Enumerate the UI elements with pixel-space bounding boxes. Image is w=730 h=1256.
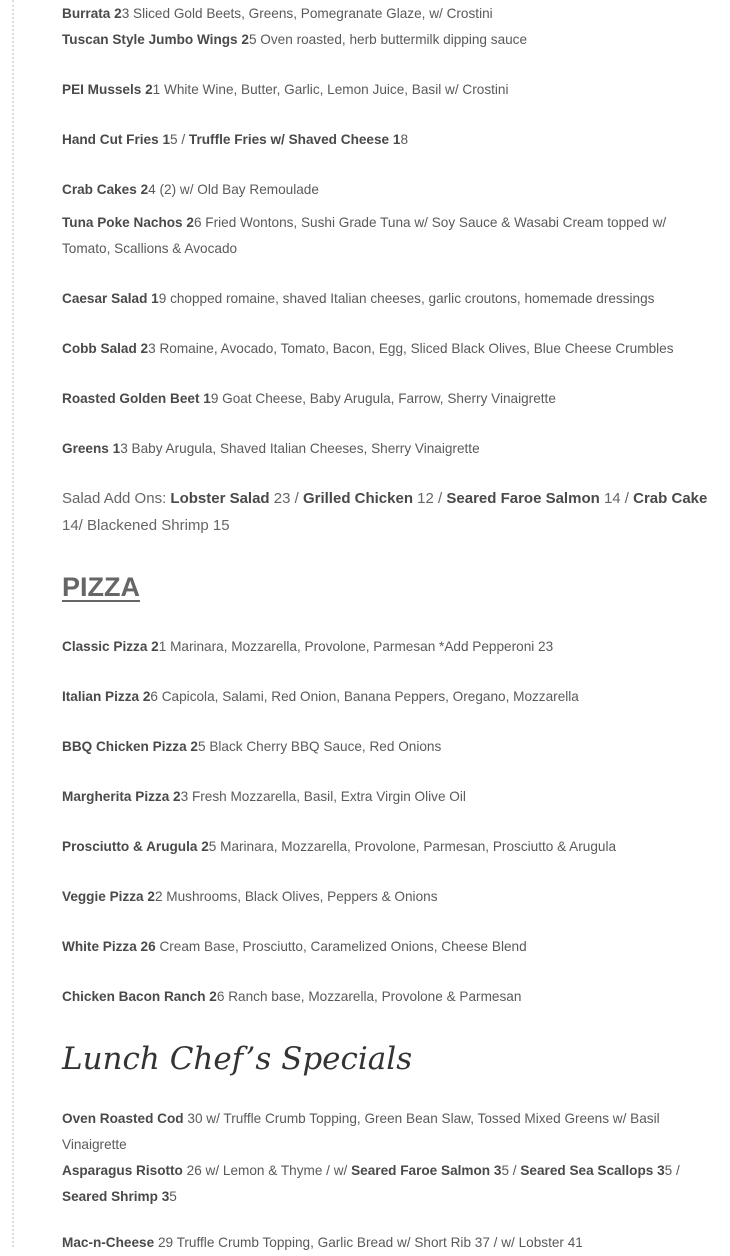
- add-on-lobster-price: 23 /: [269, 490, 303, 507]
- item-name: PEI Mussels 2: [62, 82, 153, 97]
- item-name: Tuscan Style Jumbo Wings 2: [62, 32, 249, 47]
- item-name: Crab Cakes 2: [62, 182, 149, 197]
- menu-item-crab-cakes: [62, 177, 710, 203]
- item-name: Italian Pizza 2: [62, 689, 151, 704]
- item-name: Asparagus Risotto: [62, 1163, 183, 1178]
- menu-item-white-pizza: [62, 934, 710, 960]
- item-name: Caesar Salad 1: [62, 291, 159, 306]
- item-description: 5 /: [170, 132, 189, 147]
- item-name: Oven Roasted Cod: [62, 1111, 184, 1126]
- dotted-margin-rule: [12, 0, 14, 1247]
- item-description: 1 White Wine, Butter, Garlic, Lemon Juice, Basil w/ Crostini: [152, 82, 509, 97]
- option-shrimp-price: 5: [169, 1189, 177, 1204]
- item-description: 2 Mushrooms, Black Olives, Peppers & Onions: [154, 889, 438, 904]
- menu-item-cobb-salad: [62, 336, 710, 362]
- item-description: 3 Romaine, Avocado, Tomato, Bacon, Egg, Sliced Black Olives, Blue Cheese Crumbles: [148, 341, 674, 356]
- item-name: Classic Pizza 2: [62, 639, 159, 654]
- item-description: 1 Marinara, Mozzarella, Provolone, Parmesan *Add Pepperoni 23: [158, 639, 554, 654]
- item-description: 3 Sliced Gold Beets, Greens, Pomegranate Glaze, w/ Crostini: [121, 6, 493, 21]
- special-asparagus-risotto: [62, 1158, 710, 1210]
- item-name: Margherita Pizza 2: [62, 789, 181, 804]
- item-name: Chicken Bacon Ranch 2: [62, 989, 217, 1004]
- item-description: 3 Baby Arugula, Shaved Italian Cheeses, Sherry Vinaigrette: [120, 441, 480, 456]
- item-name: Prosciutto & Arugula 2: [62, 839, 209, 854]
- menu-item-bbq-chicken-pizza: [62, 734, 710, 760]
- option-salmon: Seared Faroe Salmon 3: [351, 1163, 502, 1178]
- menu-item-fries: [62, 127, 710, 153]
- menu-item-italian-pizza: [62, 684, 710, 710]
- item-description: 6 Ranch base, Mozzarella, Provolone & Parmesan: [216, 989, 522, 1004]
- item-description: 6 Fried Wontons, Sushi Grade Tuna w/ Soy Sauce & Wasabi Cream topped w/ Tomato, Scallions & Avocado: [62, 215, 667, 256]
- item-description: 3 Fresh Mozzarella, Basil, Extra Virgin Olive Oil: [180, 789, 466, 804]
- item-name: Burrata 2: [62, 6, 122, 21]
- item-description: 4 (2) w/ Old Bay Remoulade: [148, 182, 319, 197]
- add-on-salmon: Seared Faroe Salmon: [446, 490, 600, 507]
- item-name: BBQ Chicken Pizza 2: [62, 739, 198, 754]
- item-name: Greens 1: [62, 441, 121, 456]
- item-description: 9 chopped romaine, shaved Italian cheeses, garlic croutons, homemade dressings: [158, 291, 655, 306]
- item-description: 30 w/ Truffle Crumb Topping, Green Bean Slaw, Tossed Mixed Greens w/ Basil Vinaigrette: [62, 1111, 660, 1152]
- pizza-section-title: PIZZA: [62, 572, 140, 602]
- item-name-alt: Truffle Fries w/ Shaved Cheese 1: [188, 132, 401, 147]
- add-ons-label: Salad Add Ons:: [62, 490, 171, 507]
- item-name: Hand Cut Fries 1: [62, 132, 171, 147]
- option-scallops-price: 5 /: [664, 1163, 680, 1178]
- add-on-lobster: Lobster Salad: [170, 490, 270, 507]
- menu-item-greens: [62, 436, 710, 462]
- item-price-alt: 8: [400, 132, 409, 147]
- menu-item-burrata: [62, 1, 710, 27]
- item-name: White Pizza 26: [62, 939, 156, 954]
- menu-item-margherita-pizza: [62, 784, 710, 810]
- item-description: 5 Oven roasted, herb buttermilk dipping sauce: [248, 32, 528, 47]
- item-description: 9 Goat Cheese, Baby Arugula, Farrow, Sherry Vinaigrette: [210, 391, 556, 406]
- add-on-chicken: Grilled Chicken: [302, 490, 414, 507]
- menu-item-veggie-pizza: [62, 884, 710, 910]
- add-on-crab: Crab Cake: [633, 490, 708, 507]
- add-on-chicken-price: 12 /: [413, 490, 447, 507]
- item-description: 5 Black Cherry BBQ Sauce, Red Onions: [197, 739, 442, 754]
- menu-item-caesar-salad: [62, 286, 710, 312]
- option-scallops: Seared Sea Scallops 3: [520, 1163, 665, 1178]
- item-name: Tuna Poke Nachos 2: [62, 215, 194, 230]
- special-mac-n-cheese: [62, 1230, 710, 1256]
- menu-item-tuna-nachos: [62, 210, 710, 262]
- item-description: 26 w/ Lemon & Thyme / w/: [182, 1163, 352, 1178]
- item-name: Roasted Golden Beet 1: [62, 391, 211, 406]
- option-shrimp: Seared Shrimp 3: [62, 1189, 170, 1204]
- item-description: 6 Capicola, Salami, Red Onion, Banana Peppers, Oregano, Mozzarella: [150, 689, 579, 704]
- menu-item-classic-pizza: [62, 634, 710, 660]
- menu-item-mussels: [62, 77, 710, 103]
- item-description: 29 Truffle Crumb Topping, Garlic Bread w/ Short Rib 37 / w/ Lobster 41: [154, 1235, 583, 1250]
- salad-add-ons: [62, 485, 710, 539]
- menu-item-chicken-bacon-ranch: [62, 984, 710, 1010]
- item-description: 5 Marinara, Mozzarella, Provolone, Parmesan, Prosciutto & Arugula: [208, 839, 617, 854]
- menu-item-golden-beet: [62, 386, 710, 412]
- special-oven-roasted-cod: [62, 1106, 710, 1158]
- menu-item-prosciutto-arugula: [62, 834, 710, 860]
- item-name: Cobb Salad 2: [62, 341, 149, 356]
- item-description: Cream Base, Prosciutto, Caramelized Onions, Cheese Blend: [155, 939, 527, 954]
- menu-item-wings: [62, 27, 710, 53]
- add-on-salmon-price: 14 /: [599, 490, 634, 507]
- option-salmon-price: 5 /: [501, 1163, 521, 1178]
- item-name: Mac-n-Cheese: [62, 1235, 155, 1250]
- add-on-crab-price: 14/ Blackened Shrimp 15: [62, 517, 230, 534]
- specials-section-title: Lunch Chef’s Specials: [62, 1041, 413, 1077]
- item-name: Veggie Pizza 2: [62, 889, 155, 904]
